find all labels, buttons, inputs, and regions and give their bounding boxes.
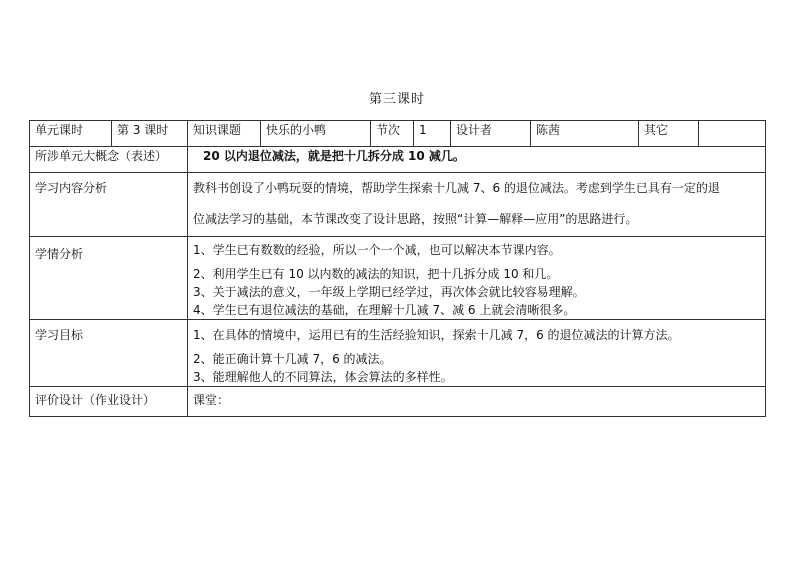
other-label: 其它: [639, 121, 699, 147]
big-concept-value: 20 以内退位减法，就是把十几拆分成 10 减几。: [203, 149, 465, 163]
section-value: 1: [414, 121, 451, 147]
topic-label: 知识课题: [188, 121, 261, 147]
objectives-label: 学习目标: [30, 320, 188, 387]
content-analysis-line: 教科书创设了小鸭玩耍的情境，帮助学生探索十几减 7、6 的退位减法。考虑到学生已具有一定的退: [193, 181, 720, 195]
learner-analysis-line: 2、利用学生已有 10 以内数的减法的知识，把十几拆分成 10 和几。: [193, 267, 559, 281]
learner-analysis-line: 4、学生已有退位减法的基础，在理解十几减 7、减 6 上就会清晰很多。: [193, 303, 576, 317]
big-concept-label: 所涉单元大概念（表述）: [30, 147, 188, 173]
section-label: 节次: [371, 121, 414, 147]
lesson-plan-table: [29, 120, 766, 417]
content-analysis-label: 学习内容分析: [30, 173, 188, 237]
content-analysis-line: 位减法学习的基础，本节课改变了设计思路，按照“计算—解释—应用”的思路进行。: [193, 212, 638, 226]
topic-value: 快乐的小鸭: [261, 121, 371, 147]
evaluation-row: [30, 387, 766, 417]
header-row: [30, 121, 766, 147]
lesson-number: 第 3 课时: [112, 121, 188, 147]
objective-line: 3、能理解他人的不同算法，体会算法的多样性。: [193, 370, 453, 384]
evaluation-value: 课堂：: [188, 387, 766, 417]
big-concept-row: [30, 147, 766, 173]
objective-line: 2、能正确计算十几减 7，6 的减法。: [193, 352, 392, 366]
learner-analysis-line: 1、学生已有数数的经验，所以一个一个减，也可以解决本节课内容。: [193, 243, 561, 257]
content-analysis-row: [30, 173, 766, 237]
page-title: 第三课时: [368, 92, 425, 107]
other-value: [699, 121, 766, 147]
objective-line: 1、在具体的情境中，运用已有的生活经验知识，探索十几减 7，6 的退位减法的计算方法。: [193, 328, 680, 342]
evaluation-label: 评价设计（作业设计）: [30, 387, 188, 417]
learner-analysis-line: 3、关于减法的意义，一年级上学期已经学过，再次体会就比较容易理解。: [193, 285, 585, 299]
learner-analysis-row: [30, 237, 766, 320]
designer-label: 设计者: [451, 121, 531, 147]
objectives-row: [30, 320, 766, 387]
designer-value: 陈茜: [531, 121, 639, 147]
learner-analysis-label: 学情分析: [30, 237, 188, 320]
unit-lesson-label: 单元课时: [30, 121, 112, 147]
